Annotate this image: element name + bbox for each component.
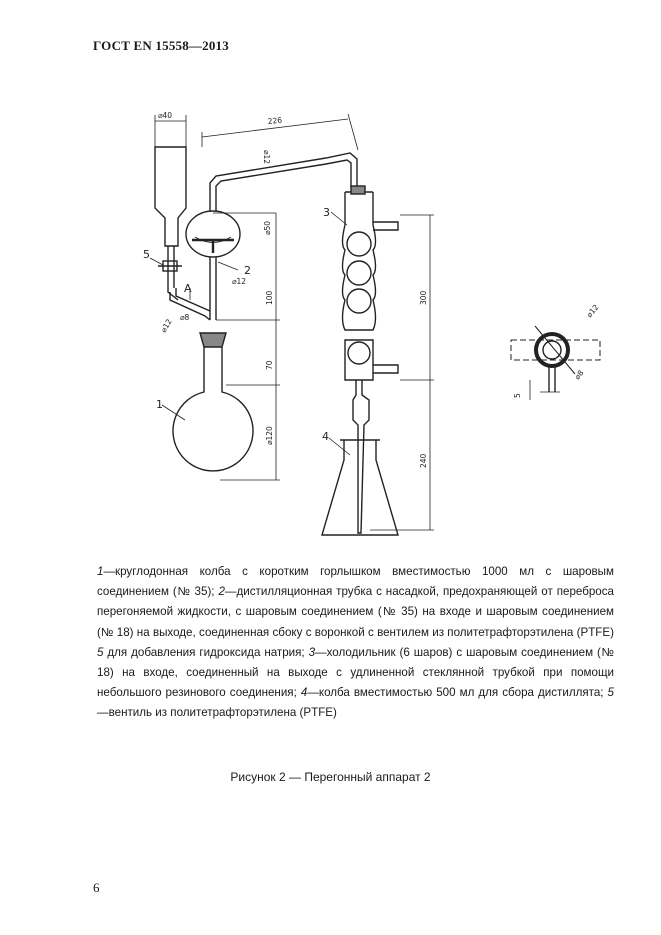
round-bottom-flask — [173, 347, 253, 471]
condenser-jacket — [345, 192, 373, 225]
callout-1: 1 — [156, 398, 163, 411]
receiving-flask — [322, 440, 398, 535]
page-number: 6 — [93, 880, 100, 895]
callout-3: 3 — [323, 206, 330, 219]
legend-text: —круглодонная колба с коротким горлышком вместимостью 1000 мл с шаровым соединением (№ 35); — [97, 565, 614, 599]
dim-d8-detail: ⌀8 — [572, 368, 586, 382]
dim-d12-detail: ⌀12 — [584, 302, 601, 320]
dim-d120: ⌀120 — [265, 426, 274, 445]
detail-joint — [536, 334, 568, 366]
ball-joint-35 — [200, 333, 226, 347]
legend-num: 2 — [218, 585, 225, 599]
figure-title: Рисунок 2 — Перегонный аппарат 2 — [230, 770, 431, 784]
document-header: ГОСТ EN 15558—2013 — [93, 38, 229, 53]
callout-5: 5 — [143, 248, 150, 261]
dim-d12-top: ⌀12 — [262, 150, 271, 165]
legend-text: —вентиль из политетрафторэтилена (PTFE) — [97, 706, 337, 720]
legend-num: 5 — [97, 645, 104, 659]
dim-len100: 100 — [265, 290, 274, 305]
dim-len226: 226 — [267, 115, 283, 126]
legend-text: —дистилляционная трубка с насадкой, предохраняющей от переброса перегоняемой жидкости, с шаровым соединением (№ 35) на входе и шаровым соединением (№ 18) на выходе, соединенная сбоку с воронкой с вентилем из политетрафторэтилена (PTFE) — [97, 585, 614, 639]
dim-len300: 300 — [419, 290, 428, 305]
legend-num: 3 — [308, 645, 316, 659]
dim-len240: 240 — [419, 453, 428, 468]
legend-num: 5 — [607, 686, 614, 700]
figure-legend — [97, 562, 614, 724]
callout-2: 2 — [244, 264, 251, 277]
callout-4: 4 — [322, 430, 329, 443]
dim-d8: ⌀8 — [180, 313, 190, 322]
dim-len70: 70 — [265, 360, 274, 370]
dim-d40: ⌀40 — [158, 111, 173, 120]
dim-len5: 5 — [513, 393, 522, 398]
legend-text: —холодильник (6 шаров) с шаровым соединением (№ 18) на входе, соединенный на выходе с удлиненной стеклянной трубкой при помощи небольшого резинового соединения; — [97, 645, 614, 700]
legend-text: для добавления гидроксида натрия; — [103, 645, 309, 659]
dim-d12-mid: ⌀12 — [232, 277, 247, 286]
legend-num: 1 — [97, 565, 104, 578]
legend-text: —колба вместимостью 500 мл для сбора дистиллята; — [307, 686, 608, 700]
ball-joint-18 — [351, 186, 365, 194]
callout-view-a: A — [184, 282, 192, 295]
funnel-glass — [155, 147, 186, 246]
dim-d12-side: ⌀12 — [158, 317, 174, 334]
dim-d50: ⌀50 — [263, 220, 272, 235]
legend-num: 4 — [300, 686, 308, 700]
